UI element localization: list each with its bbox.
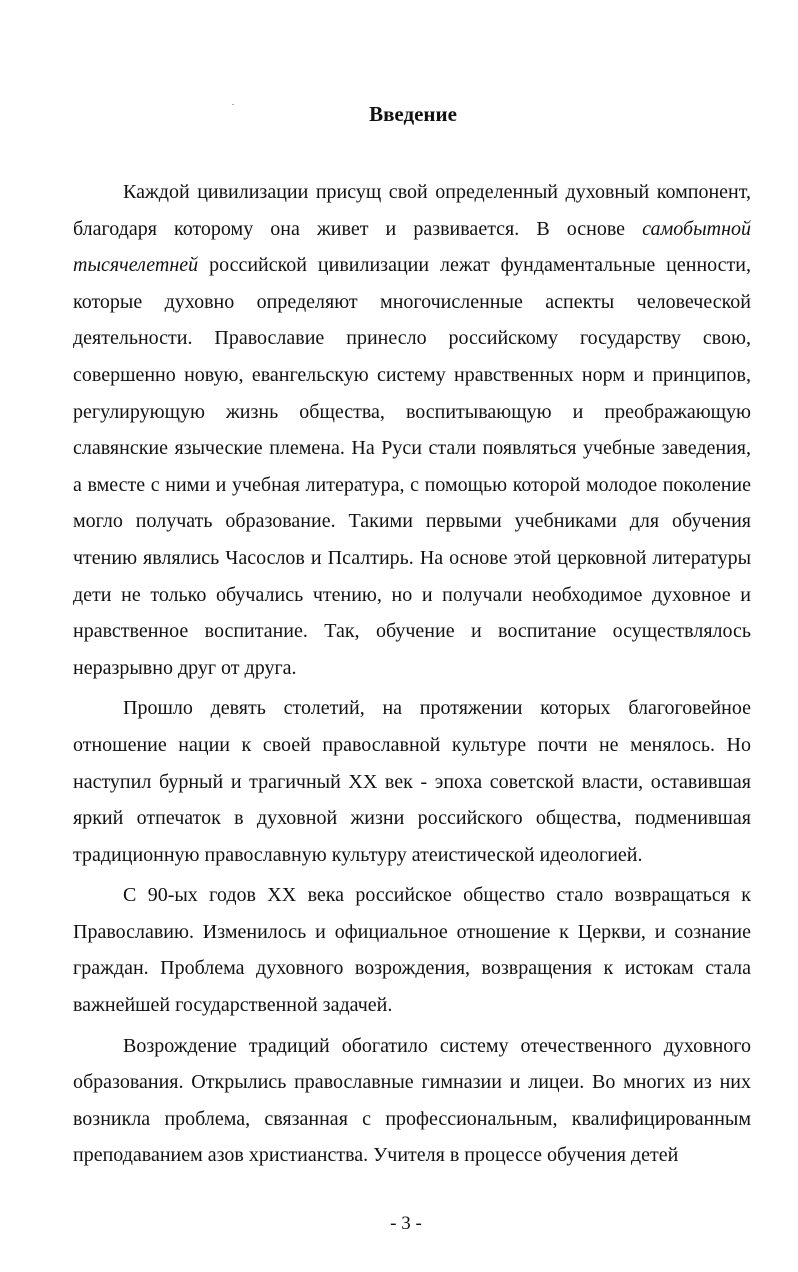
paragraph-3: С 90-ых годов XX века российское общество стало возвращаться к Православию. Изменилось и официальное отношение к Церкви, и сознание граждан. Проблема духовного возрождения, возвращения к истокам стала важнейшей государственной задачей. — [73, 884, 751, 1017]
paragraph-1-italic-word-2: тысячелетней — [73, 254, 199, 277]
page-title: Введение — [369, 102, 457, 126]
paragraph-1 — [73, 174, 751, 686]
paragraph-1-text-start: Каждой цивилизации присущ свой определенный духовный компонент, благодаря которому она живет и развивается. В основе — [73, 181, 751, 240]
body-text — [73, 174, 751, 1174]
paragraph-1-text-end: российской цивилизации лежат фундаментальные ценности, которые духовно определяют многочисленные аспекты человеческой деятельности. Православие принесло российскому государству свою, совершенно новую, евангельскую систему нравственных норм и принципов, регулирующую жизнь общества, воспитывающую и преображающую славянские языческие племена. На Руси стали появляться учебные заведения, а вместе с ними и учебная литература, с помощью которой молодое поколение могло получать образование. Такими первыми учебниками для обучения чтению являлись Часослов и Псалтирь. На основе этой церковной литературы дети не только обучались чтению, но и получали необходимое духовное и нравственное воспитание. Так, обучение и воспитание осуществлялось неразрывно друг от друга. — [73, 254, 751, 679]
paragraph-1-italic-word-1: самобытной — [642, 217, 751, 240]
paragraph-2: Прошло девять столетий, на протяжении которых благоговейное отношение нации к своей православной культуре почти не менялось. Но наступил бурный и трагичный XX век - эпоха советской власти, оставившая яркий отпечаток в духовной жизни российского общества, подменившая традиционную православную культуру атеистической идеологией. — [73, 697, 751, 866]
page-number: - 3 - — [390, 1213, 422, 1234]
paragraph-4: Возрождение традиций обогатило систему отечественного духовного образования. Открылись православные гимназии и лицеи. Во многих из них возникла проблема, связанная с профессиональным, квалифицированным преподаванием азов христианства. Учителя в процессе обучения детей — [73, 1034, 751, 1167]
